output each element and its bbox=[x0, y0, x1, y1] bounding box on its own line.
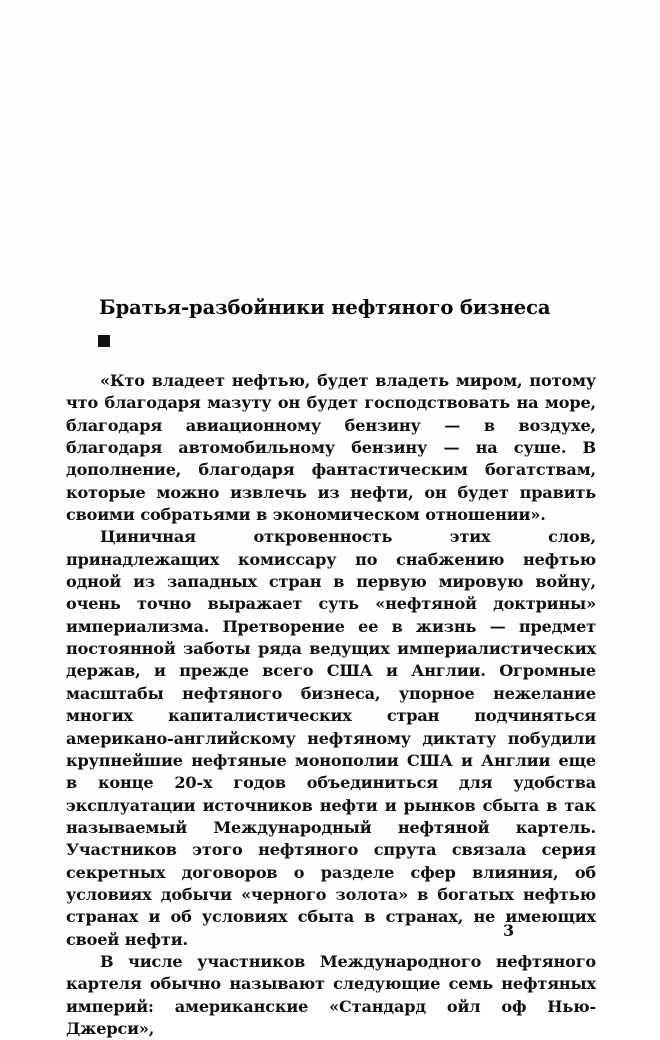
body-text-column bbox=[66, 370, 596, 1040]
square-bullet-icon bbox=[98, 335, 110, 347]
paragraph-commentary: Циничная откровенность этих слов, принадлежащих комиссару по снабжению нефтью одной из западных стран в первую мировую войну, очень точно выражает суть «нефтяной доктрины» империализма. Претворение ее в жизнь — предмет постоянной заботы ряда ведущих империалистических держав, и прежде всего США и Англии. Огромные масштабы нефтяного бизнеса, упорное нежелание многих капиталистических стран подчиняться американо-английскому нефтяному диктату побудили крупнейшие нефтяные монополии США и Англии еще в конце 20-х годов объединиться для удобства эксплуатации источников нефти и рынков сбыта в так называемый Международный нефтяной картель. Участников этого нефтяного спрута связала серия секретных договоров о разделе сфер влияния, об условиях добычи «черного золота» в богатых нефтью странах и об условиях сбыта в странах, не имеющих своей нефти. bbox=[66, 527, 596, 949]
paragraph-quote: «Кто владеет нефтью, будет владеть миром, потому что благодаря мазуту он будет господствовать на море, благодаря авиационному бензину — в воздухе, благодаря автомобильному бензину — на суше. В дополнение, благодаря фантастическим богатствам, которые можно извлечь из нефти, он будет править своими собратьями в экономическом отношении». bbox=[66, 371, 596, 525]
page-title: Братья-разбойники нефтяного бизнеса bbox=[99, 296, 551, 320]
page-number: 3 bbox=[503, 921, 515, 940]
paragraph-cartel-members: В числе участников Международного нефтяного картеля обычно называют следующие семь нефтяных империй: американские «Стандард ойл оф Нью-Джерси», bbox=[66, 951, 596, 1038]
